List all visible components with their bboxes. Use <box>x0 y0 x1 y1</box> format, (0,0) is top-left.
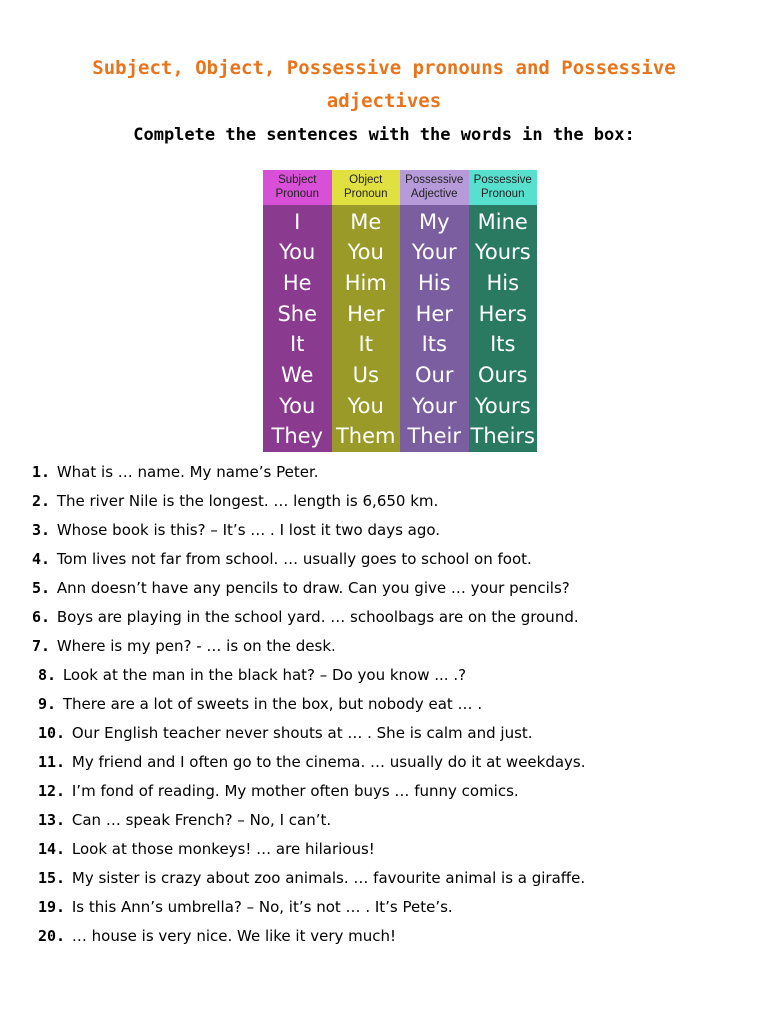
exercise-number: 7. <box>32 637 51 655</box>
pronoun-word: Hers <box>478 301 527 326</box>
pronoun-word: You <box>279 393 316 418</box>
exercise-number: 14. <box>38 840 66 858</box>
exercise-text: My sister is crazy about zoo animals. … favourite animal is a giraffe. <box>71 869 586 887</box>
exercise-item <box>32 748 752 777</box>
exercise-item <box>32 864 752 893</box>
exercise-number: 8. <box>38 666 57 684</box>
exercise-item <box>32 690 752 719</box>
pronoun-word: Ours <box>478 362 528 387</box>
exercise-number: 4. <box>32 550 51 568</box>
title-line-2: adjectives <box>326 90 442 112</box>
exercise-text: The river Nile is the longest. … length is 6,650 km. <box>56 492 439 510</box>
pronoun-word: His <box>417 270 451 295</box>
exercise-text: Ann doesn’t have any pencils to draw. Can you give … your pencils? <box>56 579 570 597</box>
pronoun-word: I <box>294 209 301 234</box>
exercise-text: There are a lot of sweets in the box, but nobody eat … . <box>62 695 483 713</box>
pronoun-word: You <box>279 240 316 265</box>
pronoun-word: It <box>358 332 373 357</box>
column-header <box>400 170 469 205</box>
exercise-text: Look at those monkeys! … are hilarious! <box>71 840 375 858</box>
pronoun-word: He <box>282 270 312 295</box>
exercise-number: 12. <box>38 782 66 800</box>
exercise-number: 19. <box>38 898 66 916</box>
pronoun-word: Yours <box>474 393 531 418</box>
exercise-item <box>32 806 752 835</box>
exercise-number: 13. <box>38 811 66 829</box>
column-body <box>332 205 401 453</box>
exercise-text: … house is very nice. We like it very much! <box>71 927 397 945</box>
pronoun-word: Their <box>407 424 462 449</box>
pronoun-word: Us <box>352 362 379 387</box>
pronoun-table <box>263 170 537 452</box>
pronoun-word: We <box>281 362 314 387</box>
pronoun-word: Mine <box>477 209 528 234</box>
column-header <box>332 170 401 205</box>
column-possessive-pronoun <box>469 170 538 452</box>
exercise-item <box>32 922 752 951</box>
exercise-text: Tom lives not far from school. … usually goes to school on foot. <box>56 550 532 568</box>
pronoun-word: You <box>347 393 384 418</box>
pronoun-word: Its <box>421 332 447 357</box>
pronoun-word: Its <box>490 332 516 357</box>
pronoun-word: Your <box>411 240 457 265</box>
pronoun-word: Yours <box>474 240 531 265</box>
pronoun-word: They <box>271 424 323 449</box>
exercise-item <box>32 545 752 574</box>
exercise-number: 11. <box>38 753 66 771</box>
column-header-line: Possessive <box>473 174 532 187</box>
exercise-item <box>32 893 752 922</box>
exercise-item <box>32 632 752 661</box>
instruction: Complete the sentences with the words in the box: <box>133 125 635 145</box>
exercise-item <box>32 487 752 516</box>
exercise-text: I’m fond of reading. My mother often buys … funny comics. <box>71 782 519 800</box>
pronoun-word: Our <box>415 362 454 387</box>
pronoun-word: Me <box>350 209 382 234</box>
exercise-number: 3. <box>32 521 51 539</box>
exercise-text: What is … name. My name’s Peter. <box>56 463 319 481</box>
exercise-number: 2. <box>32 492 51 510</box>
pronoun-word: Theirs <box>470 424 535 449</box>
column-header <box>469 170 538 205</box>
pronoun-word: His <box>486 270 520 295</box>
column-body <box>263 205 332 453</box>
pronoun-word: Them <box>335 424 396 449</box>
column-header-line: Subject <box>278 174 317 187</box>
title-line-1: Subject, Object, Possessive pronouns and Possessive <box>92 57 676 79</box>
exercise-number: 9. <box>38 695 57 713</box>
exercise-text: Whose book is this? – It’s … . I lost it two days ago. <box>56 521 441 539</box>
column-subject-pronoun <box>263 170 332 452</box>
exercise-text: Is this Ann’s umbrella? – No, it’s not … . It’s Pete’s. <box>71 898 453 916</box>
exercise-item <box>32 516 752 545</box>
pronoun-word: Him <box>344 270 387 295</box>
exercise-text: My friend and I often go to the cinema. … usually do it at weekdays. <box>71 753 586 771</box>
worksheet-title <box>0 52 768 118</box>
pronoun-word: She <box>277 301 318 326</box>
exercise-item <box>32 603 752 632</box>
exercise-text: Can … speak French? – No, I can’t. <box>71 811 332 829</box>
column-header-line: Pronoun <box>275 188 319 201</box>
exercise-text: Look at the man in the black hat? – Do you know ... .? <box>62 666 467 684</box>
exercise-item <box>32 719 752 748</box>
column-header-line: Pronoun <box>344 188 388 201</box>
exercise-text: Our English teacher never shouts at … . She is calm and just. <box>71 724 533 742</box>
exercise-number: 6. <box>32 608 51 626</box>
column-header <box>263 170 332 205</box>
exercise-text: Where is my pen? - … is on the desk. <box>56 637 336 655</box>
exercise-item <box>32 777 752 806</box>
exercise-item <box>32 661 752 690</box>
pronoun-word: Your <box>411 393 457 418</box>
pronoun-word: My <box>418 209 450 234</box>
column-header-line: Possessive <box>405 174 464 187</box>
column-object-pronoun <box>332 170 401 452</box>
exercise-number: 20. <box>38 927 66 945</box>
pronoun-word: It <box>290 332 305 357</box>
column-body <box>469 205 538 453</box>
pronoun-word: Her <box>415 301 453 326</box>
pronoun-word: You <box>347 240 384 265</box>
column-header-line: Adjective <box>410 188 458 201</box>
column-possessive-adjective <box>400 170 469 452</box>
column-header-line: Object <box>349 174 383 187</box>
exercise-number: 10. <box>38 724 66 742</box>
exercise-number: 1. <box>32 463 51 481</box>
exercise-number: 15. <box>38 869 66 887</box>
exercise-item <box>32 835 752 864</box>
pronoun-word: Her <box>347 301 385 326</box>
column-header-line: Pronoun <box>481 188 525 201</box>
exercise-list <box>32 458 752 951</box>
exercise-item <box>32 458 752 487</box>
column-body <box>400 205 469 453</box>
exercise-text: Boys are playing in the school yard. … schoolbags are on the ground. <box>56 608 579 626</box>
exercise-item <box>32 574 752 603</box>
exercise-number: 5. <box>32 579 51 597</box>
